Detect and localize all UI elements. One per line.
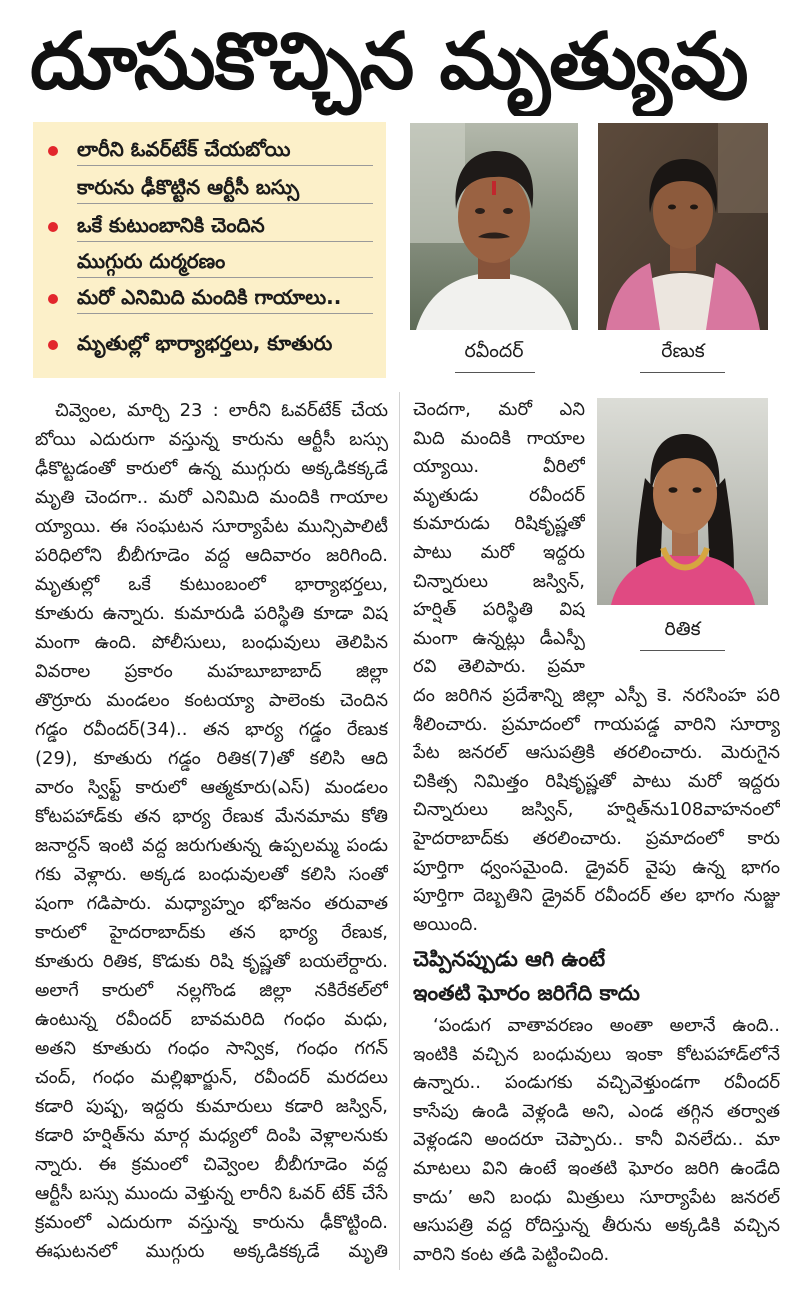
highlight-line: ఒకే కుటుంబానికి చెందిన (77, 210, 373, 242)
text-line: చెప్పినప్పుడు ఆగి ఉంటే (413, 947, 606, 971)
text-line: హైదరాబాద్‌కు తరలించారు. ప్రమాదంలో కారు (413, 827, 780, 849)
text-line: హర్షిత్ పరిస్థితి విష (413, 599, 585, 621)
right-eye (690, 205, 698, 210)
caption-renuka: రేణుక (661, 340, 705, 362)
text-line: జనార్దన్ ఇంటి వద్ద జరుగుతున్న ఉప్పలమ్మ పండు (35, 835, 388, 856)
text-line: ‘పండుగ వాతావరణం అంతా అలానే ఉంది.. (433, 1015, 780, 1036)
text-line: దం జరిగిన ప్రదేశాన్ని జిల్లా ఎస్పీ కె. నరసింహ పరి (413, 685, 780, 706)
text-line: ఆర్టీసీ బస్సు ముందు వెళ్తున్న లారీని ఓవర్ టేక్ చేసే (35, 1183, 388, 1204)
text-line: ఉంటున్న రవీందర్ బావమరిది గంధం మధు, (35, 1009, 388, 1030)
text-line: చిన్నారులు జస్విన్, హర్షిత్‌ను108వాహనంలో (413, 799, 780, 821)
text-line: కాసేపు ఉండి వెళ్లండి అని, ఎండ తగ్గిన తర్వాత (413, 1100, 780, 1122)
text-line: పూర్తిగా దెబ్బతిని డ్రైవర్ రవీందర్ తల భాగం నుజ్జు (413, 885, 780, 907)
caption-rule (455, 372, 535, 373)
text-line: కడారి హర్షిత్‌ను మార్గ మధ్యలో దింపి వెళ్లాలనుకు (35, 1125, 388, 1146)
text-line: క్రమంలో ఎదురుగా వస్తున్న కారును ఢీకొట్టింది. (35, 1212, 388, 1233)
text-line: ఢీకొట్టడంతో కారులో ఉన్న ముగ్గురు అక్కడికక్కడే (35, 458, 388, 479)
highlight-line: కారును ఢీకొట్టిన ఆర్టీసీ బస్సు (77, 172, 373, 204)
left-eye (669, 487, 678, 493)
text-line: కుమారుడు రిషికృష్ణతో (413, 513, 585, 535)
portrait-woman-image (598, 123, 768, 330)
caption-rule (640, 650, 725, 651)
text-line: మిది మందికి గాయాల (413, 427, 585, 449)
photo-renuka (598, 123, 768, 330)
text-line: కూతురు రితిక, కొడుకు రిషి కృష్ణతో బయలేర్దారు. (35, 951, 388, 972)
highlights-box (33, 122, 386, 378)
subheading (413, 942, 780, 1010)
photo-ritika (597, 398, 768, 605)
text-line: పేట జనరల్ ఆసుపత్రికి తరలించారు. మెరుగైన (413, 742, 780, 764)
text-line: మృతుల్లో ఒకే కుటుంబంలో భార్యాభర్తలు, (35, 574, 388, 595)
tilak (492, 181, 496, 195)
article-right-column-wide (413, 682, 780, 939)
text-line: పాటు మరో ఇద్దరు (413, 541, 585, 563)
text-line: ఇంటికి వచ్చిన బంధువులు ఇంకా కోటపహాడ్‌లోనే (413, 1043, 780, 1065)
highlight-line: మరో ఎనిమిది మందికి గాయాలు.. (77, 282, 373, 314)
right-eye (693, 487, 702, 493)
text-line: చంద్, గంధం మల్లిఖార్జున్, రవీందర్ మరదలు (35, 1067, 388, 1088)
text-line: చివ్వెంల, మార్చి 23 : లారీని ఓవర్‌టేక్ చేయ (55, 400, 388, 421)
text-line: అలాగే కారులో నల్లగొండ జిల్లా నకిరేకల్‌లో (35, 980, 388, 1001)
text-line: మృతుడు రవీందర్ (413, 484, 585, 506)
text-line: ఆసుపత్రి వద్ద రోదిస్తున్న తీరును అక్కడికి వచ్చిన (413, 1215, 780, 1237)
text-line: చికిత్స నిమిత్తం రిషికృష్ణతో పాటు మరో ఇద్దరు (413, 770, 780, 792)
text-line: బోయి ఎదురుగా వస్తున్న కారును ఆర్టీసీ బస్సు (35, 429, 388, 450)
text-line: అయింది. (413, 913, 479, 935)
text-line: వెళ్లండని అందరూ చెప్పారు.. కానీ వినలేదు.. మా (413, 1129, 780, 1151)
text-line: య్యాయి. ఈ సంఘటన సూర్యాపేట మున్సిపాలిటీ (35, 516, 388, 537)
text-line: న్నారు. ఈ క్రమంలో చివ్వెంల బీబీగూడెం వద్ద (35, 1154, 388, 1175)
text-line: మంగా ఉన్నట్లు డీఎస్పీ (413, 627, 585, 649)
text-line: కోటపహాడ్‌కు తన భార్య రేణుక మేనమామ కోతి (35, 806, 388, 827)
bullet-dot (48, 294, 58, 304)
text-line: ఈఘటనలో ముగ్గురు అక్కడికక్కడే మృతి (35, 1241, 388, 1262)
bullet-dot (48, 340, 58, 350)
article-right-column-narrow (413, 396, 585, 682)
text-line: ఉన్నారు.. పండుగకు వచ్చివెళ్తుండగా రవీందర్ (413, 1072, 780, 1094)
photo-background-light (718, 123, 768, 213)
text-line: పరిధిలోని బీబీగూడెం వద్ద ఆదివారం జరిగింది. (35, 545, 388, 566)
left-eye (668, 205, 676, 210)
text-line: ఇంతటి ఘోరం జరిగేది కాదు (413, 981, 640, 1005)
text-line: కారులో హైదరాబాద్‌కు తన భార్య రేణుక, (35, 922, 388, 943)
column-divider (399, 392, 400, 1270)
text-line: గడ్డం రవీందర్(34).. తన భార్య గడ్డం రేణుక (35, 719, 388, 740)
text-line: కూతురు ఉన్నారు. కుమారుడి పరిస్థితి కూడా విష (35, 603, 388, 624)
text-line: పూర్తిగా ధ్వంసమైంది. డ్రైవర్ వైపు ఉన్న భాగం (413, 856, 780, 878)
highlight-line: లారీని ఓవర్‌టేక్ చేయబోయి (77, 134, 373, 166)
text-line: (29), కూతురు గడ్డం రితిక(7)తో కలిసి ఆది (35, 748, 388, 769)
text-line: అతని కూతురు గంధం సాన్విక, గంధం గగన్ (35, 1038, 388, 1059)
text-line: మాటలు విని ఉంటే ఇంతటి ఘోరం జరిగి ఉండేది (413, 1157, 780, 1179)
bullet-dot (48, 222, 58, 232)
text-line: షంగా గడిపారు. మధ్యాహ్నం భోజనం తరువాత (35, 893, 388, 914)
left-eye (475, 208, 485, 214)
caption-ritika: రితిక (664, 618, 701, 640)
highlight-line: మృతుల్లో భార్యాభర్తలు, కూతురు (77, 331, 333, 355)
highlight-line: ముగ్గురు దుర్మరణం (77, 246, 373, 278)
text-line: మృతి చెందగా.. మరో ఎనిమిది మందికి గాయాల (35, 487, 388, 508)
caption-rule (640, 372, 725, 373)
quote-paragraph (413, 1012, 780, 1269)
portrait-man-image (410, 123, 578, 330)
text-line: మంగా ఉంది. పోలీసులు, బంధువులు తెలిపిన (35, 632, 388, 653)
text-line: వివరాల ప్రకారం మహబూబాబాద్ జిల్లా (35, 661, 388, 682)
text-line: రవి తెలిపారు. ప్రమా (413, 656, 585, 678)
text-line: కడారి పుష్ప, ఇద్దరు కుమారులు కడారి జస్విన్, (35, 1096, 388, 1117)
portrait-girl-image (597, 398, 768, 605)
text-line: చెందగా, మరో ఎని (413, 399, 585, 420)
photo-ravinder (410, 123, 578, 330)
text-line: వారిని కంట తడి పెట్టించింది. (413, 1243, 610, 1265)
bullet-dot (48, 146, 58, 156)
text-line: తొర్రూరు మండలం కంటయ్యా పాలెంకు చెందిన (35, 690, 388, 711)
right-eye (503, 208, 513, 214)
text-line: వారం స్విఫ్ట్ కారులో ఆత్మకూరు(ఎస్) మండలం (35, 777, 388, 798)
caption-ravinder: రవీందర్ (464, 340, 524, 362)
photo-background-light (410, 123, 465, 243)
text-line: చిన్నారులు జస్విన్, (413, 570, 585, 592)
headline: దూసుకొచ్చిన మృత్యువు (30, 17, 748, 107)
text-line: కాదు’ అని బంధు మిత్రులు సూర్యాపేట జనరల్ (413, 1186, 780, 1208)
text-line: గకు వెళ్లారు. అక్కడ బంధువులతో కలిసి సంతో (35, 864, 388, 885)
article-left-column (35, 396, 388, 1266)
text-line: య్యాయి. వీరిలో (413, 456, 585, 478)
text-line: శీలించారు. ప్రమాదంలో గాయపడ్డ వారిని సూర్యా (413, 713, 780, 735)
